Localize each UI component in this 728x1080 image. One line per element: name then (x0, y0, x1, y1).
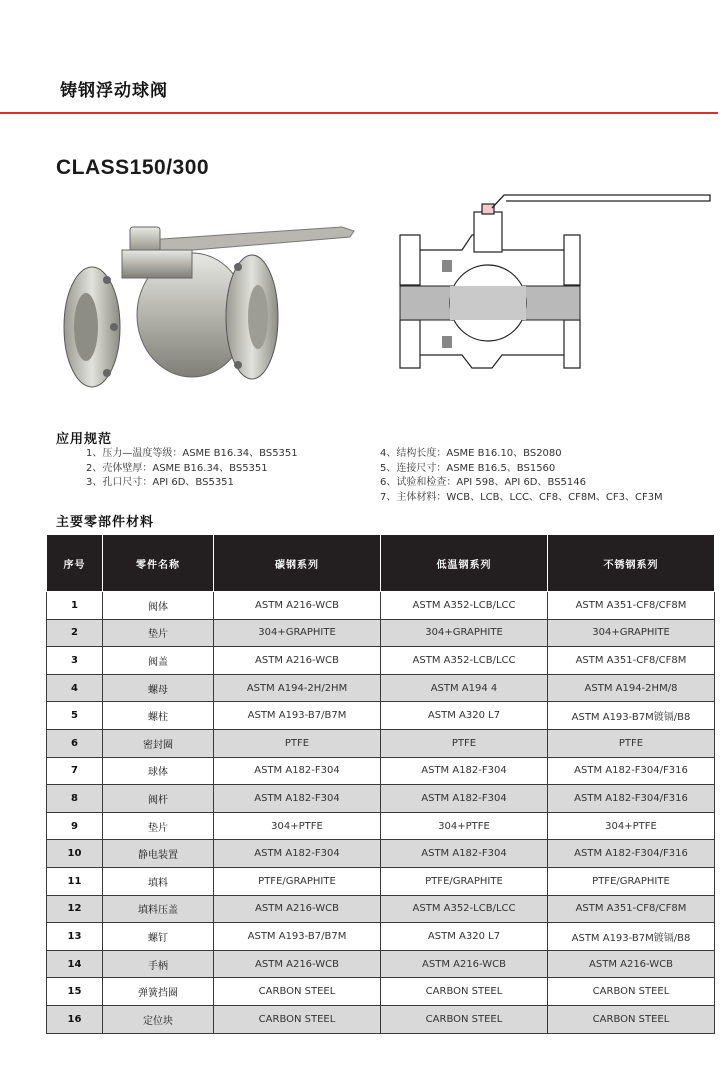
cell-stainless: ASTM A193-B7M镀镉/B8 (548, 923, 715, 951)
cell-stainless: 304+GRAPHITE (548, 619, 715, 647)
cell-low-temp: CARBON STEEL (381, 1005, 548, 1033)
cell-part-name: 阀盖 (103, 647, 214, 675)
cell-carbon: PTFE/GRAPHITE (214, 867, 381, 895)
cell-part-name: 螺钉 (103, 923, 214, 951)
table-body (47, 592, 715, 1034)
cell-stainless: ASTM A351-CF8/CF8M (548, 647, 715, 675)
cell-carbon: PTFE (214, 729, 381, 757)
cell-stainless: 304+PTFE (548, 812, 715, 840)
cell-no: 6 (47, 729, 103, 757)
cell-low-temp: PTFE (381, 729, 548, 757)
header-no: 序号 (47, 535, 103, 592)
cell-low-temp: 304+GRAPHITE (381, 619, 548, 647)
cell-part-name: 阀杆 (103, 785, 214, 813)
cell-low-temp: CARBON STEEL (381, 978, 548, 1006)
standard-item: 6、试验和检查：API 598、API 6D、BS5146 (380, 477, 586, 488)
cell-no: 4 (47, 674, 103, 702)
standard-item: 1、压力—温度等级：ASME B16.34、BS5351 (86, 448, 298, 459)
cell-carbon: 304+GRAPHITE (214, 619, 381, 647)
cell-stainless: ASTM A193-B7M镀镉/B8 (548, 702, 715, 730)
header-part-name: 零件名称 (103, 535, 214, 592)
table-row (47, 1005, 715, 1033)
table-row (47, 592, 715, 620)
cell-no: 7 (47, 757, 103, 785)
standard-item: 3、孔口尺寸：API 6D、BS5351 (86, 477, 234, 488)
cell-carbon: ASTM A216-WCB (214, 592, 381, 620)
cell-part-name: 螺柱 (103, 702, 214, 730)
cell-no: 9 (47, 812, 103, 840)
header-stainless-steel: 不锈钢系列 (548, 535, 715, 592)
cell-no: 2 (47, 619, 103, 647)
cell-stainless: ASTM A182-F304/F316 (548, 840, 715, 868)
table-row (47, 647, 715, 675)
cell-low-temp: ASTM A320 L7 (381, 702, 548, 730)
cell-part-name: 填料 (103, 867, 214, 895)
cell-stainless: PTFE/GRAPHITE (548, 867, 715, 895)
cell-no: 14 (47, 950, 103, 978)
cell-stainless: ASTM A182-F304/F316 (548, 757, 715, 785)
cell-stainless: PTFE (548, 729, 715, 757)
cell-carbon: ASTM A182-F304 (214, 785, 381, 813)
cell-no: 15 (47, 978, 103, 1006)
ball-valve-photo (52, 205, 362, 395)
cell-part-name: 垫片 (103, 812, 214, 840)
cell-no: 16 (47, 1005, 103, 1033)
table-row (47, 729, 715, 757)
cell-low-temp: ASTM A320 L7 (381, 923, 548, 951)
header-carbon-steel: 碳钢系列 (214, 535, 381, 592)
table-row (47, 619, 715, 647)
table-row (47, 757, 715, 785)
cell-stainless: ASTM A194-2HM/8 (548, 674, 715, 702)
standards-title: 应用规范 (56, 432, 113, 447)
cell-part-name: 手柄 (103, 950, 214, 978)
table-row (47, 895, 715, 923)
cell-low-temp: ASTM A182-F304 (381, 757, 548, 785)
cell-no: 5 (47, 702, 103, 730)
cell-no: 3 (47, 647, 103, 675)
cell-part-name: 弹簧挡圈 (103, 978, 214, 1006)
table-row (47, 840, 715, 868)
cell-carbon: CARBON STEEL (214, 1005, 381, 1033)
cell-carbon: ASTM A193-B7/B7M (214, 702, 381, 730)
cell-stainless: ASTM A182-F304/F316 (548, 785, 715, 813)
standards-right (380, 447, 663, 505)
cell-part-name: 密封圈 (103, 729, 214, 757)
materials-table (46, 534, 715, 1034)
cell-low-temp: ASTM A182-F304 (381, 785, 548, 813)
table-row (47, 923, 715, 951)
cell-part-name: 填料压盖 (103, 895, 214, 923)
cell-part-name: 垫片 (103, 619, 214, 647)
standard-item: 5、连接尺寸：ASME B16.5、BS1560 (380, 462, 556, 474)
cell-part-name: 螺母 (103, 674, 214, 702)
standard-item: 4、结构长度：ASME B16.10、BS2080 (380, 448, 562, 459)
cell-low-temp: ASTM A216-WCB (381, 950, 548, 978)
cell-low-temp: ASTM A182-F304 (381, 840, 548, 868)
cell-stainless: ASTM A351-CF8/CF8M (548, 895, 715, 923)
cell-part-name: 静电装置 (103, 840, 214, 868)
cell-carbon: ASTM A182-F304 (214, 840, 381, 868)
cell-no: 11 (47, 867, 103, 895)
cell-stainless: CARBON STEEL (548, 978, 715, 1006)
cell-carbon: 304+PTFE (214, 812, 381, 840)
page-title: 铸钢浮动球阀 (60, 81, 168, 101)
cell-low-temp: ASTM A352-LCB/LCC (381, 895, 548, 923)
standards-left (86, 447, 298, 491)
cell-low-temp: 304+PTFE (381, 812, 548, 840)
cell-no: 12 (47, 895, 103, 923)
table-row (47, 867, 715, 895)
cell-carbon: ASTM A193-B7/B7M (214, 923, 381, 951)
cell-no: 13 (47, 923, 103, 951)
table-row (47, 785, 715, 813)
cell-part-name: 定位块 (103, 1005, 214, 1033)
cell-no: 8 (47, 785, 103, 813)
table-row (47, 674, 715, 702)
standard-item: 7、主体材料：WCB、LCB、LCC、CF8、CF8M、CF3、CF3M (380, 491, 663, 503)
cell-stainless: ASTM A216-WCB (548, 950, 715, 978)
cell-no: 1 (47, 592, 103, 620)
cell-carbon: CARBON STEEL (214, 978, 381, 1006)
header-rule (0, 112, 718, 114)
cell-low-temp: PTFE/GRAPHITE (381, 867, 548, 895)
cell-part-name: 阀体 (103, 592, 214, 620)
cell-carbon: ASTM A216-WCB (214, 950, 381, 978)
cell-low-temp: ASTM A352-LCB/LCC (381, 647, 548, 675)
cell-low-temp: ASTM A352-LCB/LCC (381, 592, 548, 620)
materials-title: 主要零部件材料 (56, 515, 155, 530)
cell-carbon: ASTM A182-F304 (214, 757, 381, 785)
table-row (47, 950, 715, 978)
cell-carbon: ASTM A216-WCB (214, 647, 381, 675)
cell-carbon: ASTM A216-WCB (214, 895, 381, 923)
cell-stainless: CARBON STEEL (548, 1005, 715, 1033)
table-header-row (47, 535, 715, 592)
valve-section-drawing (392, 190, 717, 390)
cell-no: 10 (47, 840, 103, 868)
table-row (47, 978, 715, 1006)
cell-stainless: ASTM A351-CF8/CF8M (548, 592, 715, 620)
class-title: CLASS150/300 (56, 156, 210, 179)
standard-item: 2、壳体壁厚：ASME B16.34、BS5351 (86, 462, 268, 474)
table-row (47, 812, 715, 840)
header-low-temp-steel: 低温钢系列 (381, 535, 548, 592)
cell-low-temp: ASTM A194 4 (381, 674, 548, 702)
table-row (47, 702, 715, 730)
cell-part-name: 球体 (103, 757, 214, 785)
cell-carbon: ASTM A194-2H/2HM (214, 674, 381, 702)
